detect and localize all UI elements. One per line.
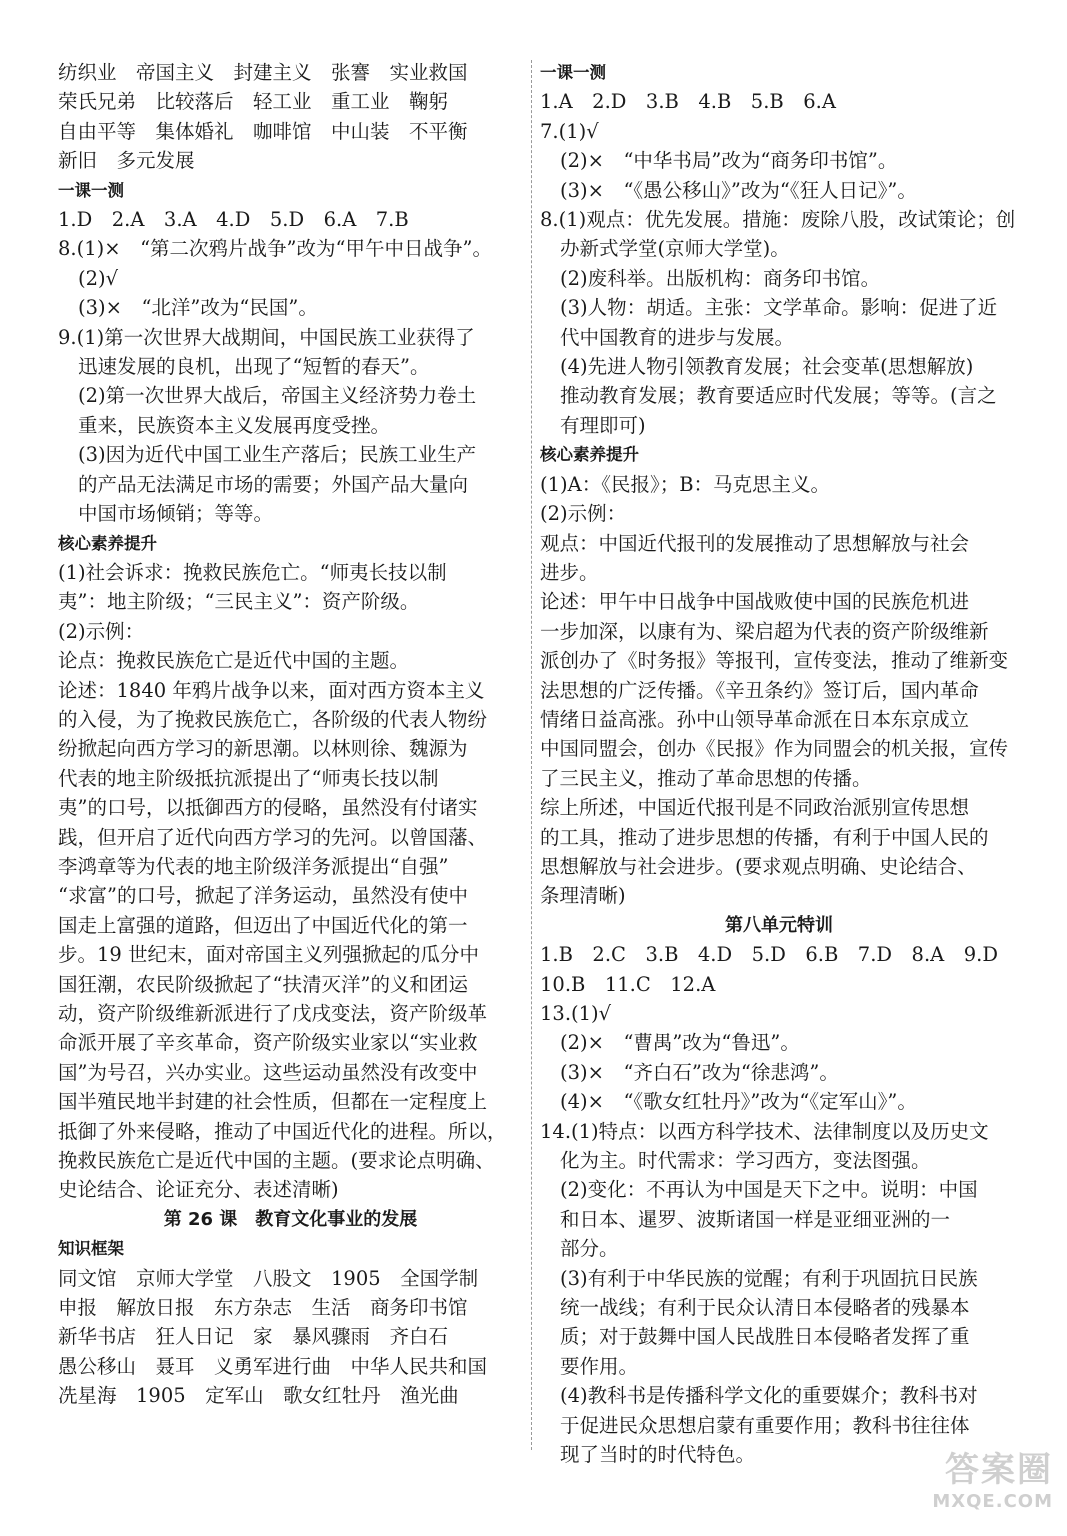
text-line: 要作用。 [560, 1354, 639, 1378]
text-line: 和日本、暹罗、波斯诸国一样是亚细亚洲的一 [560, 1207, 951, 1231]
text-line: 践，但开启了近代向西方学习的先河。以曾国藩、 [58, 825, 488, 849]
text-line: 派创办了《时务报》等报刊，宣传变法，推动了维新变 [540, 649, 1009, 673]
text-line: 代中国教育的进步与发展。 [560, 325, 795, 349]
text-line: (2)变化：不再认为中国是天下之中。说明：中国 [560, 1178, 978, 1202]
text-line: 纺织业 帝国主义 封建主义 张謇 实业救国 [58, 61, 468, 84]
text-line: 愚公移山 聂耳 义勇军进行曲 中华人民共和国 [58, 1354, 488, 1378]
text-line: 国半殖民地半封建的社会性质，但都在一定程度上 [58, 1090, 488, 1114]
text-line: 的工具，推动了进步思想的传播，有利于中国人民的 [540, 825, 989, 849]
text-line: 步。19 世纪末，面对帝国主义列强掀起的瓜分中 [58, 943, 480, 967]
text-line: (3)有利于中华民族的觉醒；有利于巩固抗日民族 [560, 1266, 978, 1290]
text-line: (1)A：《民报》；B：马克思主义。 [540, 472, 831, 496]
text-line: 化为主。时代需求：学习西方，变法图强。 [560, 1149, 931, 1173]
text-line: 论述：甲午中日战争中国战败使中国的民族危机进 [540, 590, 970, 614]
left-column [58, 58, 523, 1411]
text-line: 10.B 11.C 12.A [540, 972, 716, 996]
text-line: 中国同盟会，创办《民报》作为同盟会的机关报，宣传 [540, 737, 1009, 761]
watermark-text: 答案圈 [945, 1450, 1053, 1490]
text-line: 重来，民族资本主义发展再度受挫。 [78, 413, 391, 437]
section-heading: 一课一测 [540, 63, 606, 82]
text-line: 9.(1)第一次世界大战期间，中国民族工业获得了 [58, 325, 475, 349]
text-line: 观点：中国近代报刊的发展推动了思想解放与社会 [540, 531, 970, 555]
text-line: 7.(1)√ [540, 119, 599, 143]
section-heading: 核心素养提升 [58, 533, 157, 553]
text-line: 思想解放与社会进步。(要求观点明确、史论结合、 [540, 854, 977, 878]
text-line: (3)× “《愚公移山》”改为“《狂人日记》”。 [560, 178, 917, 202]
text-line: 国走上富强的道路，但迈出了中国近代化的第一 [58, 913, 468, 937]
text-line: 了三民主义，推动了革命思想的传播。 [540, 766, 872, 790]
text-line: (2)× “曹禺”改为“鲁迅”。 [560, 1031, 800, 1055]
text-line: 进步。 [540, 560, 599, 584]
text-line: 自由平等 集体婚礼 咖啡馆 中山装 不平衡 [58, 119, 468, 143]
text-line: (3)人物：胡适。主张：文学革命。影响：促进了近 [560, 296, 998, 320]
text-line: (2)示例： [58, 619, 145, 643]
column-divider [531, 60, 532, 1450]
text-line: 迅速发展的良机，出现了“短暂的春天”。 [78, 355, 430, 379]
text-line: 8.(1)观点：优先发展。措施：废除八股，改试策论；创 [540, 208, 1016, 232]
text-line: 夷”的口号，以抵御西方的侵略，虽然没有付诸实 [58, 796, 478, 820]
text-line: 冼星海 1905 定军山 歌女红牡丹 渔光曲 [58, 1384, 459, 1408]
text-line: (3)因为近代中国工业生产落后；民族工业生产 [78, 443, 477, 467]
text-line: 同文馆 京师大学堂 八股文 1905 全国学制 [58, 1266, 479, 1290]
text-line: 抵御了外来侵略，推动了中国近代化的进程。所以， [58, 1119, 507, 1143]
text-line: 1.D 2.A 3.A 4.D 5.D 6.A 7.B [58, 208, 409, 232]
text-line: 有理即可) [560, 413, 646, 437]
text-line: 法思想的广泛传播。《辛丑条约》签订后，国内革命 [540, 678, 979, 702]
text-line: (4)× “《歌女红牡丹》”改为“《定军山》”。 [560, 1090, 917, 1114]
text-line: 部分。 [560, 1237, 619, 1261]
text-line: 的入侵，为了挽救民族危亡，各阶级的代表人物纷 [58, 707, 488, 731]
text-line: 命派开展了辛亥革命，资产阶级实业家以“实业救 [58, 1031, 478, 1055]
text-line: 一步加深，以康有为、梁启超为代表的资产阶级维新 [540, 619, 989, 643]
text-line: (3)× “北洋”改为“民国”。 [78, 296, 318, 320]
text-line: (4)教科书是传播科学文化的重要媒介；教科书对 [560, 1384, 978, 1408]
watermark-url: MXQE.COM [932, 1491, 1053, 1512]
text-line: 1.B 2.C 3.B 4.D 5.D 6.B 7.D 8.A 9.D [540, 943, 998, 967]
section-heading: 核心素养提升 [540, 445, 639, 465]
text-line: 论点：挽救民族危亡是近代中国的主题。 [58, 649, 410, 673]
text-line: (2)× “中华书局”改为“商务印书馆”。 [560, 149, 898, 173]
text-line: 中国市场倾销；等等。 [78, 502, 274, 526]
right-column [540, 58, 1018, 1470]
text-line: 史论结合、论证充分、表述清晰) [58, 1178, 339, 1202]
text-line: 13.(1)√ [540, 1002, 612, 1025]
text-line: 14.(1)特点：以西方科学技术、法律制度以及历史文 [540, 1119, 989, 1143]
text-line: 新旧 多元发展 [58, 149, 195, 173]
lesson-title: 第八单元特训 [725, 914, 833, 936]
lesson-title: 第 26 课 教育文化事业的发展 [163, 1208, 418, 1230]
watermark-logo [893, 1450, 1053, 1530]
text-line: 统一战线；有利于民众认清日本侵略者的残暴本 [560, 1296, 970, 1320]
text-line: 综上所述，中国近代报刊是不同政治派别宣传思想 [540, 796, 970, 820]
text-line: 论述：1840 年鸦片战争以来，面对西方资本主义 [58, 678, 485, 702]
text-line: 纷掀起向西方学习的新思潮。以林则徐、魏源为 [58, 737, 468, 761]
text-line: 8.(1)× “第二次鸦片战争”改为“甲午中日战争”。 [58, 237, 492, 261]
text-line: “求富”的口号，掀起了洋务运动，虽然没有使中 [58, 884, 468, 908]
text-line: (3)× “齐白石”改为“徐悲鸿”。 [560, 1060, 839, 1084]
text-line: (1)社会诉求：挽救民族危亡。“师夷长技以制 [58, 560, 447, 584]
text-line: 国”为号召，兴办实业。这些运动虽然没有改变中 [58, 1060, 478, 1084]
text-line: 质；对于鼓舞中国人民战胜日本侵略者发挥了重 [560, 1325, 970, 1349]
text-line: 荣氏兄弟 比较落后 轻工业 重工业 鞠躬 [58, 90, 449, 114]
section-heading: 一课一测 [58, 180, 124, 200]
text-line: 1.A 2.D 3.B 4.B 5.B 6.A [540, 90, 836, 114]
text-line: 申报 解放日报 东方杂志 生活 商务印书馆 [58, 1296, 468, 1320]
text-line: 挽救民族危亡是近代中国的主题。(要求论点明确、 [58, 1149, 495, 1173]
text-line: (2)√ [78, 266, 119, 290]
text-line: 的产品无法满足市场的需要；外国产品大量向 [78, 472, 469, 496]
section-heading: 知识框架 [58, 1239, 124, 1259]
text-line: 动，资产阶级维新派进行了戊戌变法，资产阶级革 [58, 1002, 488, 1025]
text-line: 于促进民众思想启蒙有重要作用；教科书往往体 [560, 1413, 970, 1437]
text-line: 情绪日益高涨。孙中山领导革命派在日本东京成立 [540, 707, 970, 731]
text-line: 代表的地主阶级抵抗派提出了“师夷长技以制 [58, 766, 439, 790]
text-line: (2)示例： [540, 502, 627, 526]
text-line: 现了当时的时代特色。 [560, 1443, 756, 1467]
text-line: 夷”：地主阶级；“三民主义”：资产阶级。 [58, 590, 420, 614]
text-line: 李鸿章等为代表的地主阶级洋务派提出“自强” [58, 854, 449, 878]
text-line: 新华书店 狂人日记 家 暴风骤雨 齐白石 [58, 1325, 449, 1349]
text-line: 国狂潮，农民阶级掀起了“扶清灭洋”的义和团运 [58, 972, 468, 996]
text-line: (2)废科举。出版机构：商务印书馆。 [560, 266, 881, 290]
text-line: 推动教育发展；教育要适应时代发展；等等。(言之 [560, 384, 997, 408]
text-line: (4)先进人物引领教育发展；社会变革(思想解放) [560, 355, 974, 379]
text-line: (2)第一次世界大战后，帝国主义经济势力卷土 [78, 384, 477, 408]
text-line: 办新式学堂(京师大学堂)。 [560, 237, 790, 261]
text-line: 条理清晰) [540, 884, 626, 908]
